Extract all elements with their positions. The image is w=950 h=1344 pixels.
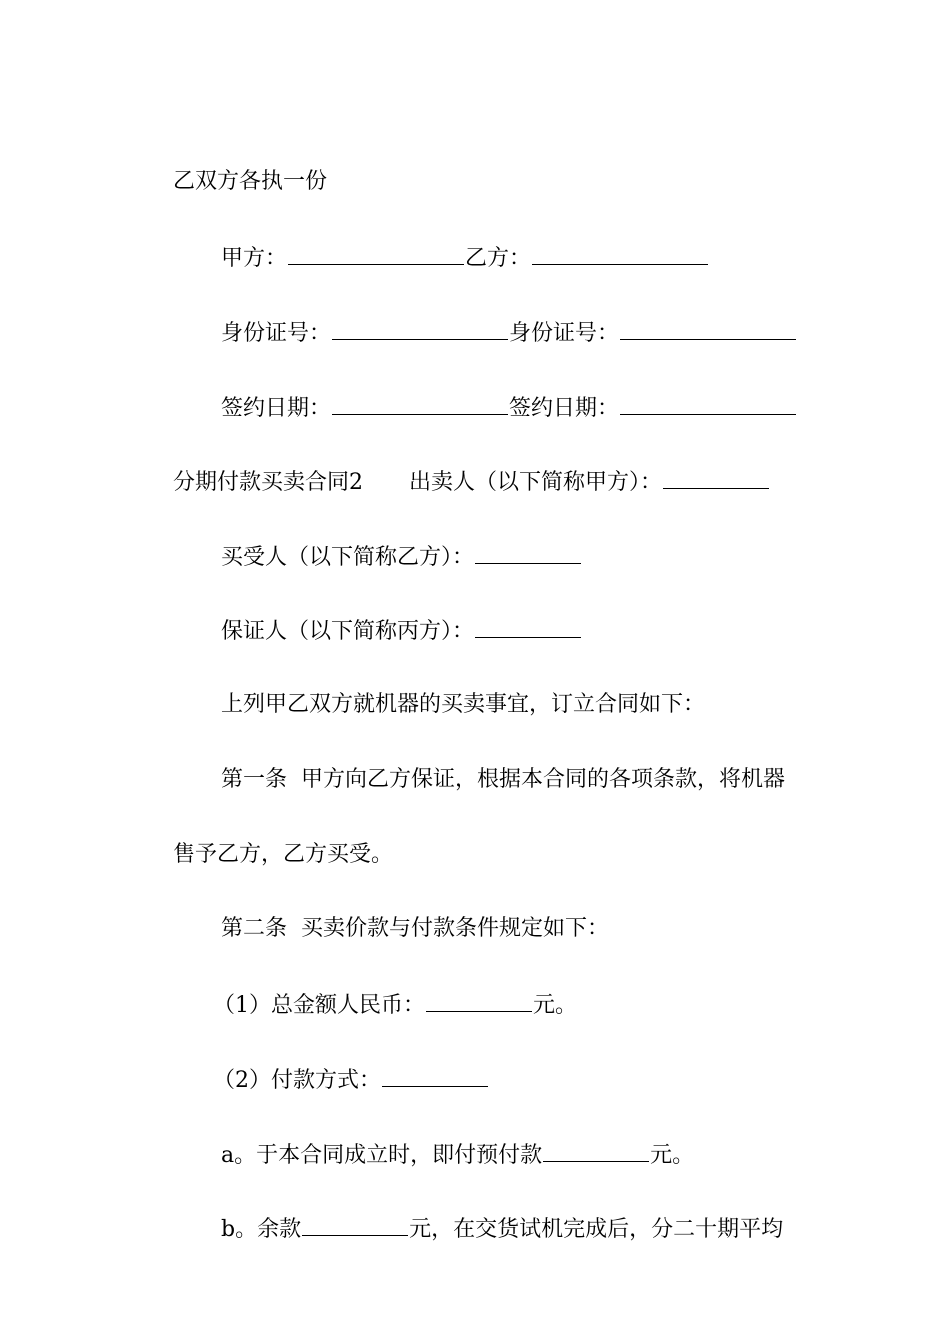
text: 乙双方各执一份 — [172, 169, 327, 194]
party-b-blank — [532, 242, 708, 265]
id-a-blank — [332, 317, 508, 340]
id-b-label: 身份证号： — [509, 321, 620, 346]
suffix: 元。 — [650, 1143, 695, 1168]
prefix: a。于本合同成立时，即付预付款 — [220, 1143, 543, 1168]
text: 第一条 甲方向乙方保证，根据本合同的各项条款，将机器 — [220, 767, 785, 792]
prefix: b。余款 — [220, 1217, 302, 1242]
date-b-label: 签约日期： — [509, 396, 620, 421]
party-a-blank — [288, 242, 464, 265]
text: 上列甲乙双方就机器的买卖事宜，订立合同如下： — [220, 692, 705, 717]
id-b-blank — [620, 317, 796, 340]
buyer-label: 买受人（以下简称乙方）： — [220, 545, 474, 570]
party-a-label: 甲方： — [220, 246, 287, 271]
date-b-blank — [620, 392, 796, 415]
prefix: （2）付款方式： — [212, 1068, 381, 1093]
prefix: （1）总金额人民币： — [212, 993, 425, 1018]
party-b-label: 乙方： — [465, 246, 532, 271]
date-a-label: 签约日期： — [220, 396, 331, 421]
text: 第二条 买卖价款与付款条件规定如下： — [220, 916, 609, 941]
buyer-blank — [475, 541, 581, 564]
id-a-label: 身份证号： — [220, 321, 331, 346]
suffix: 元。 — [532, 993, 577, 1018]
balance-blank — [302, 1213, 408, 1236]
date-a-blank — [332, 392, 508, 415]
text: 售予乙方，乙方买受。 — [172, 842, 393, 867]
seller-label: 出卖人（以下简称甲方）： — [408, 470, 662, 495]
payment-method-blank — [382, 1064, 488, 1087]
seller-blank — [663, 466, 769, 489]
contract-title: 分期付款买卖合同2 — [172, 470, 363, 495]
prepayment-blank — [543, 1139, 649, 1162]
item-b-line — [193, 1183, 783, 1275]
total-amount-blank — [426, 989, 532, 1012]
suffix: 元，在交货试机完成后，分二十期平均 — [409, 1217, 784, 1242]
guarantor-blank — [475, 615, 581, 638]
guarantor-label: 保证人（以下简称丙方）： — [220, 619, 474, 644]
